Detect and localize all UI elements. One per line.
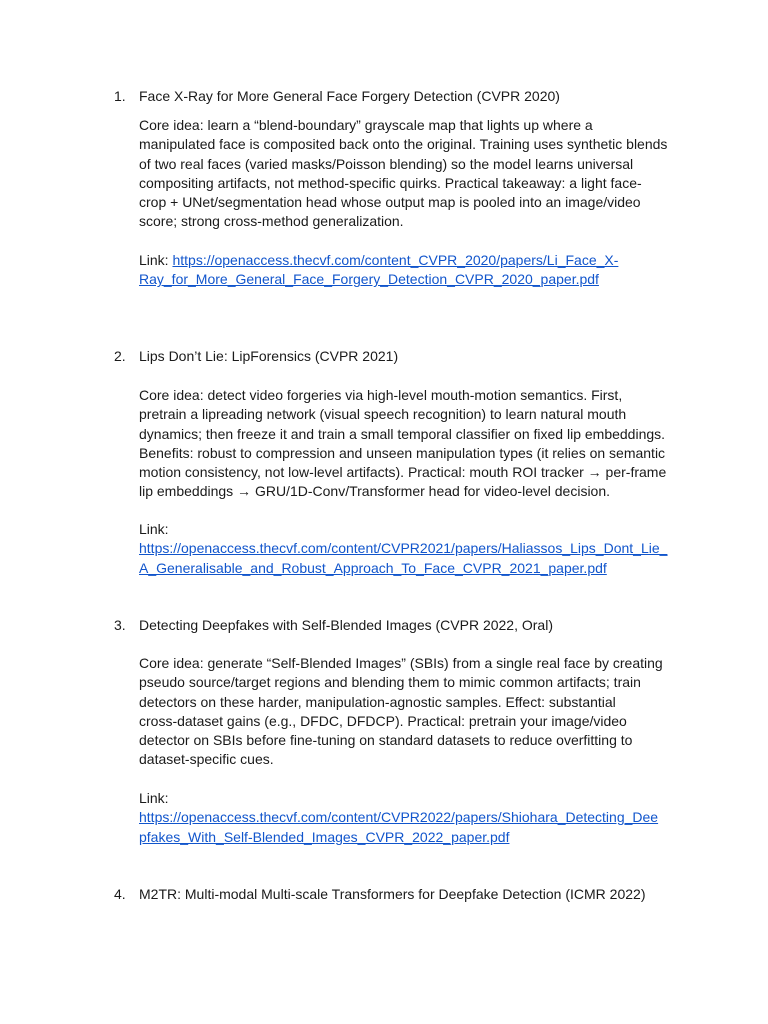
text-line: dataset-specific cues. <box>139 751 274 768</box>
text-line: Benefits: robust to compression and unseen manipulation types (it relies on semantic <box>139 444 666 461</box>
text-line: manipulated face is composited back onto the original. Training uses synthetic blends <box>139 136 668 153</box>
link-block <box>139 789 684 847</box>
text-line: detector on SBIs before fine-tuning on standard datasets to reduce overfitting to <box>139 732 633 749</box>
text-line: Core idea: generate “Self-Blended Images” (SBIs) from a single real face by creating <box>139 655 663 671</box>
link-line <box>139 559 684 578</box>
link-label: Link: <box>139 252 173 268</box>
link-line <box>139 828 684 847</box>
text-line: Core idea: learn a “blend-boundary” grayscale map that lights up where a <box>139 117 593 133</box>
text-line: lip embeddings → GRU/1D-Conv/Transformer head for video-level decision. <box>139 483 611 500</box>
text-line: detectors on these harder, manipulation-agnostic samples. Effect: substantial <box>139 693 616 710</box>
text-line: of two real faces (varied masks/Poisson blending) so the model learns universal <box>139 155 634 172</box>
link-label: Link: <box>139 790 169 806</box>
item-description <box>139 386 684 502</box>
paper-link[interactable]: https://openaccess.thecvf.com/content/CVPR2022/papers/Shiohara_Detecting_Dee <box>139 809 659 826</box>
item-description <box>139 116 684 232</box>
text-line: dynamics; then freeze it and train a small temporal classifier on fixed lip embeddings. <box>139 425 666 442</box>
link-label: Link: <box>139 521 169 537</box>
link-line <box>139 539 684 558</box>
list-number: 1. <box>114 88 126 104</box>
paper-link[interactable]: https://openaccess.thecvf.com/content/CVPR2021/papers/Haliassos_Lips_Dont_Lie_ <box>139 540 668 557</box>
paper-link[interactable]: https://openaccess.thecvf.com/content_CVPR_2020/papers/Li_Face_X- <box>172 252 619 268</box>
text-line: motion consistency, not low-level artifacts). Practical: mouth ROI tracker → per-frame <box>139 464 667 481</box>
link-block <box>139 520 684 578</box>
list-number: 3. <box>114 617 126 633</box>
link-block <box>139 251 684 290</box>
text-line: Core idea: detect video forgeries via high-level mouth-motion semantics. First, <box>139 387 623 403</box>
link-line <box>139 808 684 827</box>
item-description <box>139 654 684 770</box>
item-title: M2TR: Multi-modal Multi-scale Transformers for Deepfake Detection (ICMR 2022) <box>139 886 646 902</box>
item-title: Detecting Deepfakes with Self-Blended Images (CVPR 2022, Oral) <box>139 617 553 633</box>
paper-link-continued[interactable]: Ray_for_More_General_Face_Forgery_Detection_CVPR_2020_paper.pdf <box>139 271 599 288</box>
text-line: pretrain a lipreading network (visual speech recognition) to learn natural mouth <box>139 406 627 423</box>
text-line: cross-dataset gains (e.g., DFDC, DFDCP). Practical: pretrain your image/video <box>139 712 627 729</box>
link-line <box>139 251 684 270</box>
text-line: compositing artifacts, not method-specific quirks. Practical takeaway: a light face- <box>139 174 642 191</box>
text-line: pseudo source/target regions and blending them to mimic common artifacts; train <box>139 674 641 691</box>
paper-link-continued[interactable]: A_Generalisable_and_Robust_Approach_To_Face_CVPR_2021_paper.pdf <box>139 559 607 576</box>
text-line: score; strong cross-method generalization. <box>139 213 404 230</box>
item-title: Face X-Ray for More General Face Forgery Detection (CVPR 2020) <box>139 88 560 104</box>
text-line: crop + UNet/segmentation head whose output map is pooled into an image/video <box>139 194 641 211</box>
item-title: Lips Don’t Lie: LipForensics (CVPR 2021) <box>139 348 399 364</box>
link-line <box>139 270 684 289</box>
list-number: 4. <box>114 886 126 902</box>
list-number: 2. <box>114 348 126 364</box>
paper-link-continued[interactable]: pfakes_With_Self-Blended_Images_CVPR_2022_paper.pdf <box>139 828 510 845</box>
